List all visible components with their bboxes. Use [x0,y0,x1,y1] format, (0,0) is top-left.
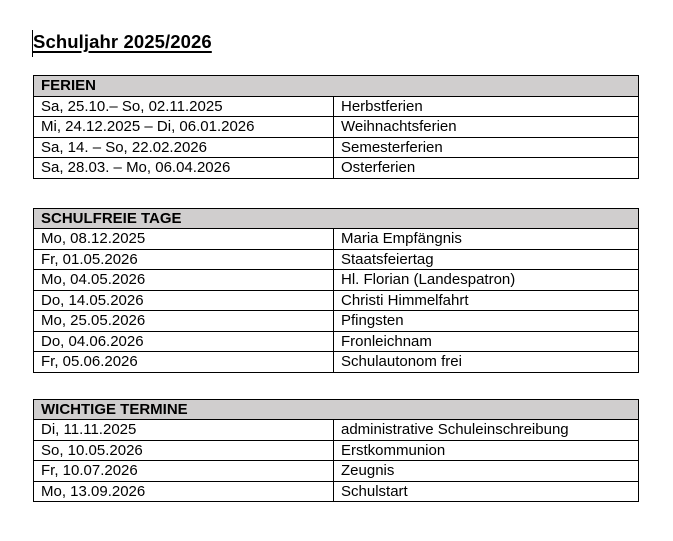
event-cell: Maria Empfängnis [334,229,639,250]
date-cell: So, 10.05.2026 [34,440,334,461]
date-cell: Fr, 10.07.2026 [34,461,334,482]
event-cell: Zeugnis [334,461,639,482]
title-row [33,31,638,55]
event-cell: Herbstferien [334,96,639,117]
table-row [34,117,639,138]
event-cell: Hl. Florian (Landespatron) [334,270,639,291]
table-row [34,290,639,311]
date-cell: Do, 04.06.2026 [34,331,334,352]
table-row [34,96,639,117]
section-header-schulfreie-tage: SCHULFREIE TAGE [34,208,639,229]
table-row [34,420,639,441]
table-row [34,270,639,291]
table-header-row [34,208,639,229]
event-cell: Pfingsten [334,311,639,332]
date-cell: Fr, 05.06.2026 [34,352,334,373]
table-row [34,229,639,250]
event-cell: Semesterferien [334,137,639,158]
table-row [34,249,639,270]
date-cell: Mi, 24.12.2025 – Di, 06.01.2026 [34,117,334,138]
table-row [34,137,639,158]
section-header-ferien: FERIEN [34,76,639,97]
table-row [34,311,639,332]
event-cell: Schulstart [334,481,639,502]
date-cell: Mo, 08.12.2025 [34,229,334,250]
table-row [34,461,639,482]
event-cell: administrative Schuleinschreibung [334,420,639,441]
table-row [34,352,639,373]
table-row [34,440,639,461]
event-cell: Schulautonom frei [334,352,639,373]
table-header-row [34,76,639,97]
text-cursor-caret [32,30,33,57]
table-header-row [34,399,639,420]
date-cell: Fr, 01.05.2026 [34,249,334,270]
page-title: Schuljahr 2025/2026 [33,31,212,52]
wichtige-termine-table [33,399,639,503]
date-cell: Mo, 25.05.2026 [34,311,334,332]
date-cell: Mo, 13.09.2026 [34,481,334,502]
event-cell: Erstkommunion [334,440,639,461]
document-content [33,31,638,502]
event-cell: Osterferien [334,158,639,179]
event-cell: Weihnachtsferien [334,117,639,138]
event-cell: Fronleichnam [334,331,639,352]
date-cell: Sa, 14. – So, 22.02.2026 [34,137,334,158]
event-cell: Staatsfeiertag [334,249,639,270]
table-row [34,158,639,179]
date-cell: Do, 14.05.2026 [34,290,334,311]
ferien-table [33,75,639,179]
table-row [34,331,639,352]
date-cell: Di, 11.11.2025 [34,420,334,441]
date-cell: Sa, 28.03. – Mo, 06.04.2026 [34,158,334,179]
date-cell: Sa, 25.10.– So, 02.11.2025 [34,96,334,117]
table-row [34,481,639,502]
section-header-wichtige-termine: WICHTIGE TERMINE [34,399,639,420]
schulfreie-tage-table [33,208,639,373]
event-cell: Christi Himmelfahrt [334,290,639,311]
date-cell: Mo, 04.05.2026 [34,270,334,291]
